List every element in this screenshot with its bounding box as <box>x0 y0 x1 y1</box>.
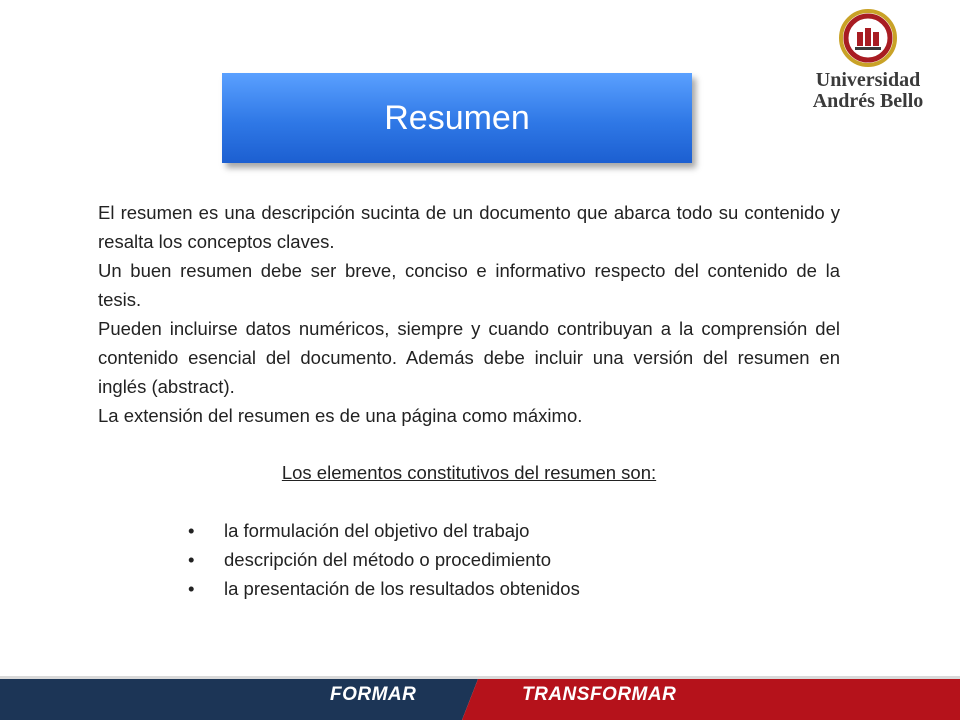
footer-right-label: TRANSFORMAR <box>522 684 677 705</box>
paragraph-qualities: Un buen resumen debe ser breve, conciso e informativo respecto del contenido de la tesis. <box>98 260 840 310</box>
paragraph-definition: El resumen es una descripción sucinta de un documento que abarca todo su contenido y resalta los conceptos claves. <box>98 202 840 252</box>
footer-banner <box>0 676 960 720</box>
elements-subheading: Los elementos constitutivos del resumen son: <box>281 462 657 483</box>
footer-left-label: FORMAR <box>330 684 417 705</box>
slide-title: Resumen <box>384 98 530 137</box>
list-item: • descripción del método o procedimiento <box>188 545 580 574</box>
summary-body <box>98 198 840 430</box>
logo-text-line1: Universidad <box>815 69 921 91</box>
university-crest-icon <box>838 8 898 68</box>
footer-background <box>0 676 960 720</box>
university-logo <box>798 8 938 123</box>
list-item: • la presentación de los resultados obtenidos <box>188 574 580 603</box>
paragraph-numeric-data: Pueden incluirse datos numéricos, siempre y cuando contribuyan a la comprensión del contenido esencial del documento. Además debe incluir una versión del resumen en inglés (abstract). <box>98 318 840 397</box>
logo-text-line2: Andrés Bello <box>812 90 924 112</box>
list-item: • la formulación del objetivo del trabajo <box>188 516 580 545</box>
slide-title-box <box>222 73 692 163</box>
paragraph-length: La extensión del resumen es de una página como máximo. <box>98 405 583 426</box>
elements-list <box>188 516 580 603</box>
